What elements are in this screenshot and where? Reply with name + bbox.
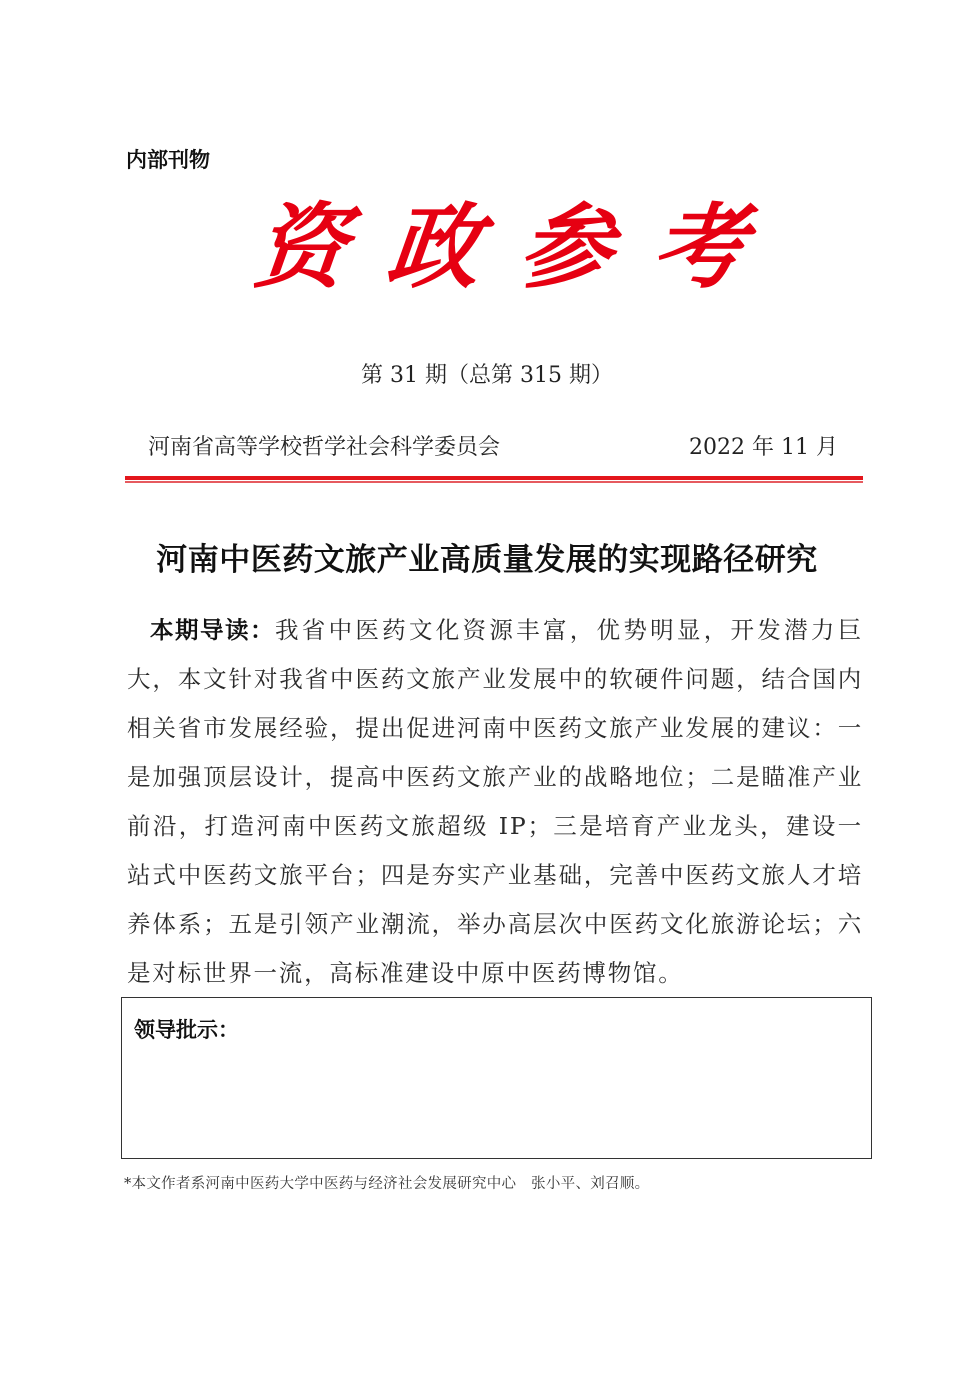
publisher-row xyxy=(148,430,838,461)
author-footnote: *本文作者系河南中医药大学中医药与经济社会发展研究中心 张小平、刘召顺。 xyxy=(124,1176,650,1192)
abstract-body: 我省中医药文化资源丰富，优势明显，开发潜力巨大，本文针对我省中医药文旅产业发展中的软硬件问题，结合国内相关省市发展经验，提出促进河南中医药文旅产业发展的建议：一是加强顶层设计，提高中医药文旅产业的战略地位；二是瞄准产业前沿，打造河南中医药文旅超级 IP；三是培育产业龙头，建设一站式中医药文旅平台；四是夯实产业基础，完善中医药文旅人才培养体系；五是引领产业潮流，举办高层次中医药文化旅游论坛；六是对标世界一流，高标准建设中原中医药博物馆。 xyxy=(127,616,863,987)
leader-comment-box[interactable] xyxy=(121,997,872,1159)
masthead-char: 参 xyxy=(514,193,619,301)
abstract-paragraph xyxy=(127,606,863,998)
red-rule-thick xyxy=(125,476,863,480)
masthead-char: 资 xyxy=(249,193,353,301)
abstract-lead: 本期导读： xyxy=(150,616,275,644)
publication-date: 2022 年 11 月 xyxy=(689,435,838,460)
internal-publication-label: 内部刊物 xyxy=(126,148,210,172)
red-divider-rule xyxy=(125,476,863,483)
masthead-title xyxy=(249,188,751,306)
article-title: 河南中医药文旅产业高质量发展的实现路径研究 xyxy=(156,542,818,578)
red-rule-thin xyxy=(125,481,863,483)
leader-comment-label: 领导批示： xyxy=(134,1018,239,1042)
masthead-char: 考 xyxy=(647,193,751,301)
masthead-char: 政 xyxy=(381,193,486,301)
publisher-name: 河南省高等学校哲学社会科学委员会 xyxy=(148,435,501,460)
issue-number: 第 31 期（总第 315 期） xyxy=(361,363,613,388)
